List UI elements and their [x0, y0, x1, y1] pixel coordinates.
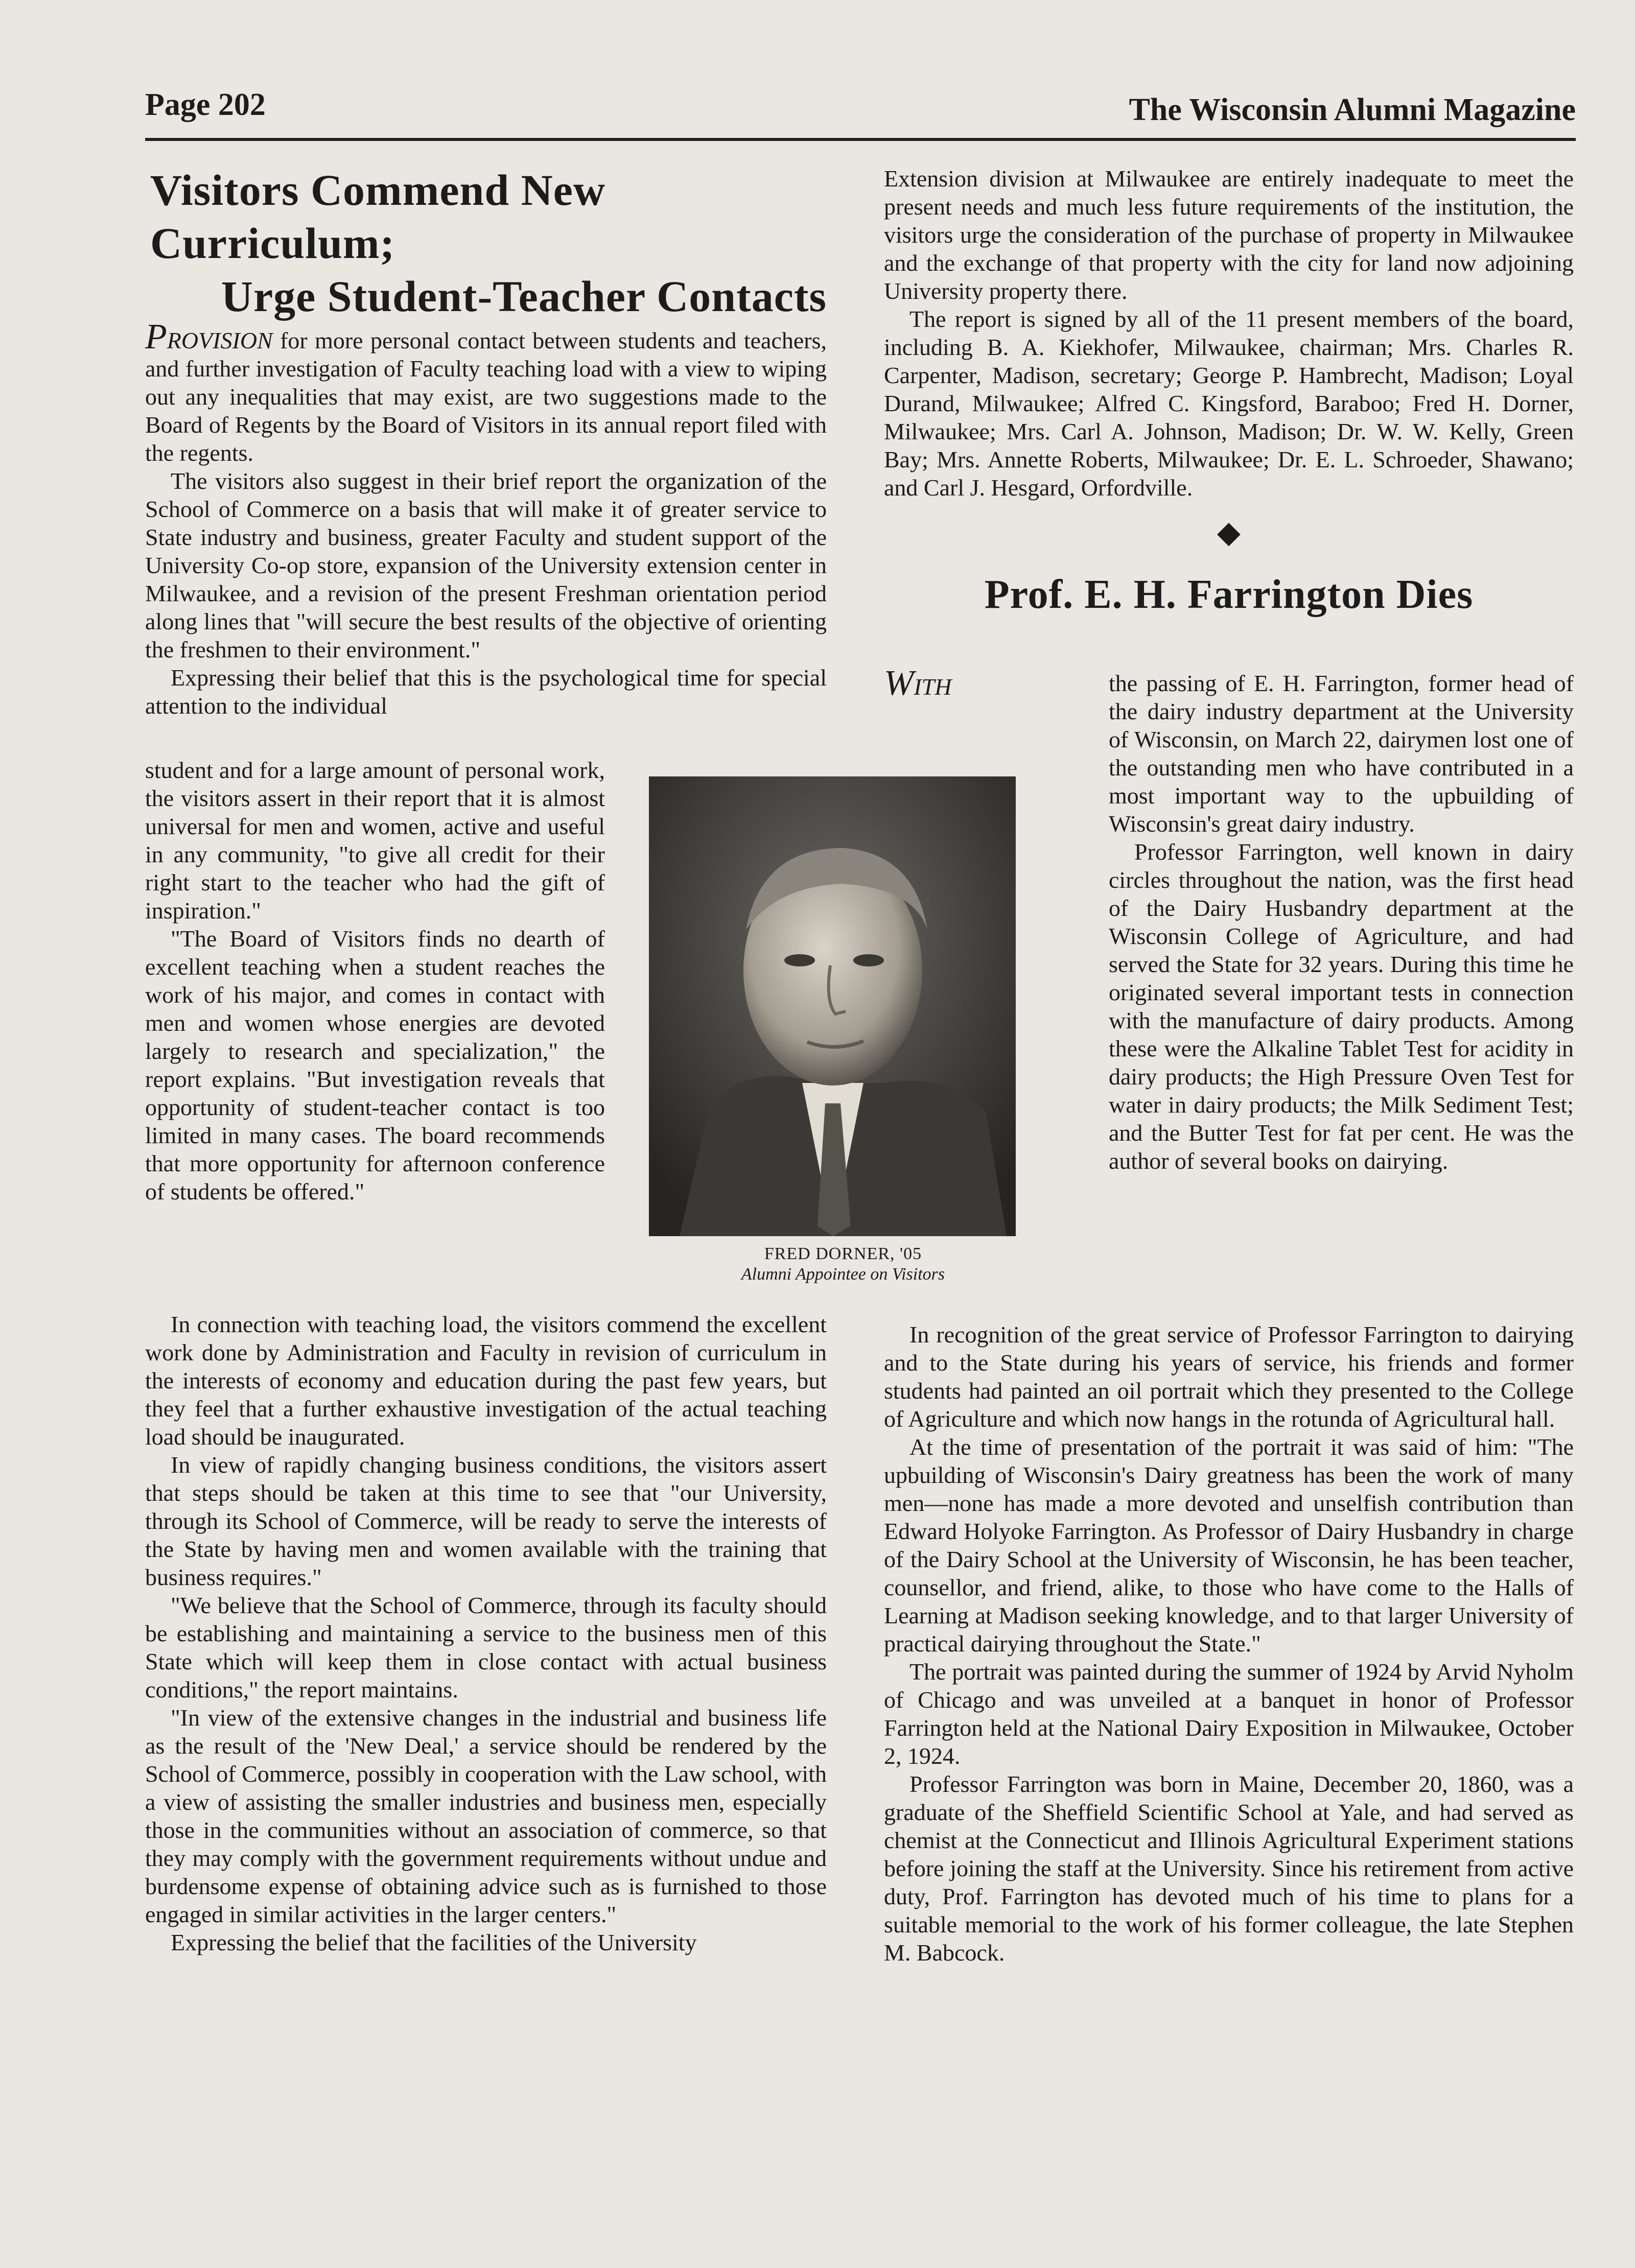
article2-paragraph: At the time of presentation of the portrait it was said of him: "The upbuilding of Wisconsin's Dairy greatness has been the work of many men—none has made a more devoted and unselfish contribution than Edward Holyoke Farrington. As Professor of Dairy Husbandry in charge of the Dairy School at the University of Wisconsin, he has been teacher, counsellor, and friend, alike, to those who have come to the Halls of Learning at Madison seeking knowledge, and to that larger University of practical dairying throughout the State.": [884, 1434, 1574, 1657]
article1-column-top: [145, 163, 827, 720]
page-header: [145, 87, 1576, 141]
article2-headline: Prof. E. H. Farrington Dies: [984, 572, 1474, 617]
article1-paragraph: "In view of the extensive changes in the industrial and business life as the result of the 'New Deal,' a service should be rendered by the School of Commerce, possibly in cooperation with the Law school, with a view of assisting the smaller industries and business men, especially those in the communities without an association of commerce, so that they may comply with the government requirements without undue and burdensome expense of obtaining advice such as is furnished to those engaged in similar activities in the larger centers.": [145, 1705, 827, 1927]
article1-paragraph: student and for a large amount of personal work, the visitors assert in their report that it is almost universal for men and women, active and useful in any community, "to give all credit for their right start to the teacher who had the gift of inspiration.": [145, 757, 605, 924]
article2-paragraph: WITH: [884, 664, 952, 703]
page-number: Page 202: [145, 87, 266, 122]
article2-column-bottom: [884, 1320, 1574, 1967]
caption-name: FRED DORNER, '05: [764, 1244, 922, 1263]
portrait-photo: [649, 776, 1016, 1236]
article2-paragraph: Professor Farrington, well known in dairy circles throughout the nation, was the first head of the Dairy Husbandry department at the Wisconsin College of Agriculture, and had served the State for 32 years. During this time he originated several important tests in connection with the manufacture of dairy products. Among these were the Alkaline Tablet Test for acidity in dairy products; the High Pressure Oven Test for water in dairy products; the Milk Sediment Test; and the Butter Test for fat per cent. He was the author of several books on dairying.: [1109, 839, 1574, 1174]
article1-paragraph: The report is signed by all of the 11 present members of the board, including B. A. Kiekhofer, Milwaukee, chairman; Mrs. Charles R. Carpenter, Madison, secretary; George P. Hambrecht, Madison; Loyal Durand, Milwaukee; Alfred C. Kingsford, Baraboo; Fred H. Dorner, Milwaukee; Mrs. Carl A. Johnson, Madison; Dr. W. W. Kelly, Green Bay; Mrs. Annette Roberts, Milwaukee; Dr. E. L. Schroeder, Shawano; and Carl J. Hesgard, Orfordville.: [884, 306, 1574, 501]
article2-paragraph: The portrait was painted during the summer of 1924 by Arvid Nyholm of Chicago and was unveiled at a banquet in honor of Professor Farrington held at the National Dairy Exposition in Milwaukee, October 2, 1924.: [884, 1659, 1574, 1769]
article1-paragraph: Expressing their belief that this is the psychological time for special attention to the individual: [145, 665, 827, 719]
dropcap: W: [884, 664, 914, 703]
article1-paragraph: PROVISION for more personal contact between students and teachers, and further investigation of Faculty teaching load with a view to wiping out any inequalities that may exist, are two suggestions made to the Board of Regents by the Board of Visitors in its annual report filed with the regents.: [145, 317, 827, 466]
article1-continuation: [884, 164, 1574, 621]
article1-headline-line2: Urge Student-Teacher Contacts: [221, 272, 827, 321]
article1-headline-line1: Visitors Commend New Curriculum;: [150, 166, 606, 268]
article1-column-bottom: [145, 1310, 827, 1956]
article1-paragraph: Expressing the belief that the facilities of the University: [171, 1929, 697, 1955]
article1-paragraph: "We believe that the School of Commerce, through its faculty should be establishing and maintaining a service to the business men of this State which will keep them in close contact with actual business conditions," the report maintains.: [145, 1592, 827, 1703]
caption-role: Alumni Appointee on Visitors: [741, 1265, 945, 1284]
article1-paragraph: In connection with teaching load, the visitors commend the excellent work done by Administration and Faculty in revision of curriculum in the interests of economy and education during the past few years, but they feel that a further exhaustive investigation of the actual teaching load should be inaugurated.: [145, 1311, 827, 1450]
portrait-illustration: [649, 776, 1016, 1236]
section-divider-ornament: ◆: [1217, 515, 1241, 549]
article2-paragraph: the passing of E. H. Farrington, former head of the dairy industry department at the University of Wisconsin, on March 22, dairymen lost one of the outstanding men who have contributed in a most important way to the upbuilding of Wisconsin's great dairy industry.: [1109, 670, 1574, 837]
article1-paragraph: In view of rapidly changing business conditions, the visitors assert that steps should be taken at this time to see that "our University, through its School of Commerce, will be ready to serve the interests of the State by having men and women available with the training that business requires.": [145, 1452, 827, 1590]
article1-wrapped-text: [145, 756, 605, 1206]
article2-paragraph: Professor Farrington was born in Maine, December 20, 1860, was a graduate of the Sheffield Scientific School at Yale, and had served as chemist at the Connecticut and Illinois Agricultural Experiment stations before joining the staff at the University. Since his retirement from active duty, Prof. Farrington has devoted much of his time to plans for a suitable memorial to the work of his former colleague, the late Stephen M. Babcock.: [884, 1771, 1574, 1966]
article2-paragraph: In recognition of the great service of Professor Farrington to dairying and to the State during his years of service, his friends and former students had painted an oil portrait which they presented to the College of Agriculture and which now hangs in the rotunda of Agricultural hall.: [884, 1321, 1574, 1432]
article1-paragraph: Extension division at Milwaukee are entirely inadequate to meet the present needs and much less future requirements of the institution, the visitors urge the consideration of the purchase of property in Milwaukee and the exchange of that property with the city for land now adjoining University property there.: [884, 166, 1574, 304]
article2-indented-text: [1109, 669, 1574, 1175]
magazine-title: The Wisconsin Alumni Magazine: [1129, 92, 1576, 127]
article1-paragraph: "The Board of Visitors finds no dearth of excellent teaching when a student reaches the work of his major, and comes in contact with men and women whose energies are devoted largely to research and specialization," the report explains. "But investigation reveals that opportunity of student-teacher contact is too limited in many cases. The board recommends that more opportunity for afternoon conference of students be offered.": [145, 926, 605, 1204]
dropcap: P: [145, 317, 167, 357]
photo-caption: [700, 1244, 986, 1285]
article1-paragraph: The visitors also suggest in their brief report the organization of the School of Commerce on a basis that will make it of greater service to State industry and business, greater Faculty and student support of the University Co-op store, expansion of the University extension center in Milwaukee, and a revision of the present Freshman orientation period along lines that "will secure the best results of the objective of orienting the freshmen to their environment.": [145, 468, 827, 663]
